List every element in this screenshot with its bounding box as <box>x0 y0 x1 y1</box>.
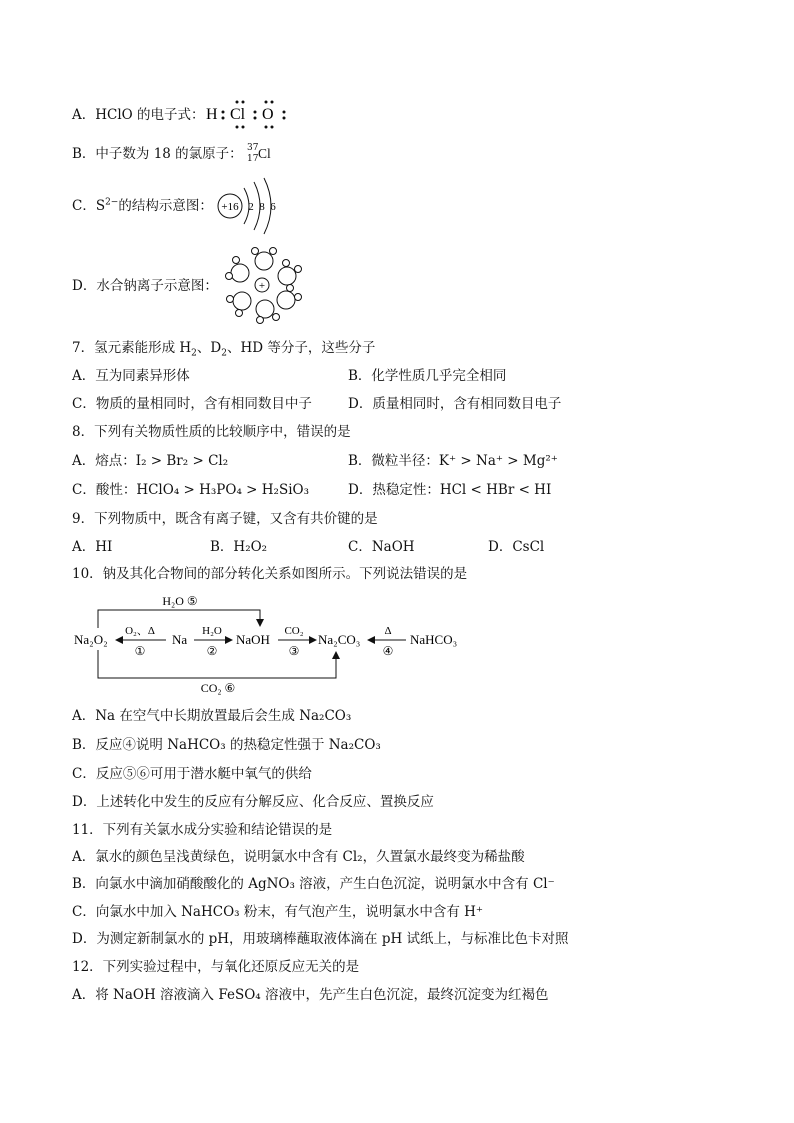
q10-option-d: D．上述转化中发生的反应有分解反应、化合反应、置换反应 <box>72 794 434 810</box>
q6-option-c <box>72 197 213 215</box>
q7-sub2: 2 <box>221 348 227 359</box>
q7-sep1: 、D <box>196 340 222 356</box>
q8-option-b: B．微粒半径：K⁺ > Na⁺ > Mg²⁺ <box>348 453 558 469</box>
q9-option-d: D．CsCl <box>488 539 545 555</box>
hydrated-sodium-ion-diagram <box>220 242 306 326</box>
q8-stem: 8．下列有关物质性质的比较顺序中，错误的是 <box>72 424 351 440</box>
q6-a-label: A．HClO 的电子式： <box>72 107 205 123</box>
q7-option-a: A．互为同素异形体 <box>72 368 190 384</box>
q6-b-label: B．中子数为 18 的氯原子： <box>72 146 243 162</box>
q7-stem-text: 7．氢元素能形成 H <box>72 340 192 356</box>
atom-h: H <box>206 106 218 123</box>
q7-option-d: D．质量相同时，含有相同数目电子 <box>348 396 562 412</box>
r3-condition: CO₂ <box>284 625 304 637</box>
nuclide-mass: 37 <box>246 143 259 153</box>
nuclide-symbol: Cl <box>257 146 271 161</box>
q11-option-b: B．向氯水中滴加硝酸酸化的 AgNO₃ 溶液，产生白色沉淀，说明氯水中含有 Cl⁻ <box>72 876 555 892</box>
q7-stem-tail: 、HD 等分子，这些分子 <box>226 340 376 356</box>
q10-option-c: C．反应⑤⑥可用于潜水艇中氧气的供给 <box>72 766 312 782</box>
q8-option-a: A．熔点：I₂ > Br₂ > Cl₂ <box>72 453 229 469</box>
q11-stem: 11．下列有关氯水成分实验和结论错误的是 <box>72 822 333 838</box>
q6-option-b <box>72 145 279 163</box>
q7-option-b: B．化学性质几乎完全相同 <box>348 368 507 384</box>
r5-label: H₂O ⑤ <box>162 594 198 608</box>
q6-option-d <box>72 277 218 295</box>
q11-option-c: C．向氯水中加入 NaHCO₃ 粉末，有气泡产生，说明氯水中含有 H⁺ <box>72 904 484 920</box>
node-na2o2: Na₂O₂ <box>74 632 108 647</box>
q6-option-a <box>72 106 205 124</box>
q7-stem <box>72 339 375 357</box>
r3-number: ③ <box>288 644 300 658</box>
q9-option-b: B．H₂O₂ <box>210 539 268 555</box>
q10-stem: 10．钠及其化合物间的部分转化关系如图所示。下列说法错误的是 <box>72 566 468 582</box>
q9-option-c: C．NaOH <box>348 539 415 555</box>
q6-d-label: D．水合钠离子示意图： <box>72 278 218 294</box>
nucleus-charge: +16 <box>221 201 239 213</box>
r6-label: CO₂ ⑥ <box>200 681 236 695</box>
q9-stem: 9．下列物质中，既含有离子键，又含有共价键的是 <box>72 511 378 527</box>
q11-option-a: A．氯水的颜色呈浅黄绿色，说明氯水中含有 Cl₂，久置氯水最终变为稀盐酸 <box>72 849 525 865</box>
nuclide-notation <box>247 145 279 163</box>
node-na: Na <box>172 632 188 647</box>
q10-option-b: B．反应④说明 NaHCO₃ 的热稳定性强于 Na₂CO₃ <box>72 737 381 753</box>
r1-number: ① <box>134 644 146 658</box>
r4-number: ④ <box>382 644 394 658</box>
shell-1: 2 <box>248 201 254 213</box>
node-na2co3: Na₂CO₃ <box>318 632 361 647</box>
node-nahco3: NaHCO₃ <box>410 632 458 647</box>
hclo-electron-formula <box>200 94 300 134</box>
sodium-conversion-diagram <box>70 590 490 700</box>
node-naoh: NaOH <box>236 632 270 647</box>
shell-3: 6 <box>270 201 276 213</box>
q10-option-a: A．Na 在空气中长期放置最后会生成 Na₂CO₃ <box>72 708 352 724</box>
nuclide-z: 17 <box>246 154 259 164</box>
atom-o: O <box>262 106 274 123</box>
q9-option-a: A．HI <box>72 539 113 555</box>
q6-c-tail: 的结构示意图： <box>118 198 213 214</box>
q6-c-charge: 2− <box>105 197 119 208</box>
q12-stem: 12．下列实验过程中，与氧化还原反应无关的是 <box>72 959 360 975</box>
q6-c-label: C．S <box>72 198 106 214</box>
r1-condition: O₂、Δ <box>125 625 155 637</box>
shell-2: 8 <box>259 201 265 213</box>
q11-option-d: D．为测定新制氯水的 pH，用玻璃棒蘸取液体滴在 pH 试纸上，与标准比色卡对照 <box>72 931 569 947</box>
r2-number: ② <box>206 644 218 658</box>
q8-option-c: C．酸性：HClO₄ > H₃PO₄ > H₂SiO₃ <box>72 482 309 498</box>
sodium-ion-charge: + <box>258 280 266 292</box>
q12-option-a: A．将 NaOH 溶液滴入 FeSO₄ 溶液中，先产生白色沉淀，最终沉淀变为红褐色 <box>72 987 549 1003</box>
r4-condition: Δ <box>384 625 392 637</box>
r2-condition: H₂O <box>202 625 222 637</box>
atom-cl: Cl <box>230 106 246 123</box>
q7-sub1: 2 <box>191 348 197 359</box>
q8-option-d: D．热稳定性：HCl < HBr < HI <box>348 482 552 498</box>
sulfide-structure-diagram <box>214 176 284 236</box>
q7-option-c: C．物质的量相同时，含有相同数目中子 <box>72 396 312 412</box>
